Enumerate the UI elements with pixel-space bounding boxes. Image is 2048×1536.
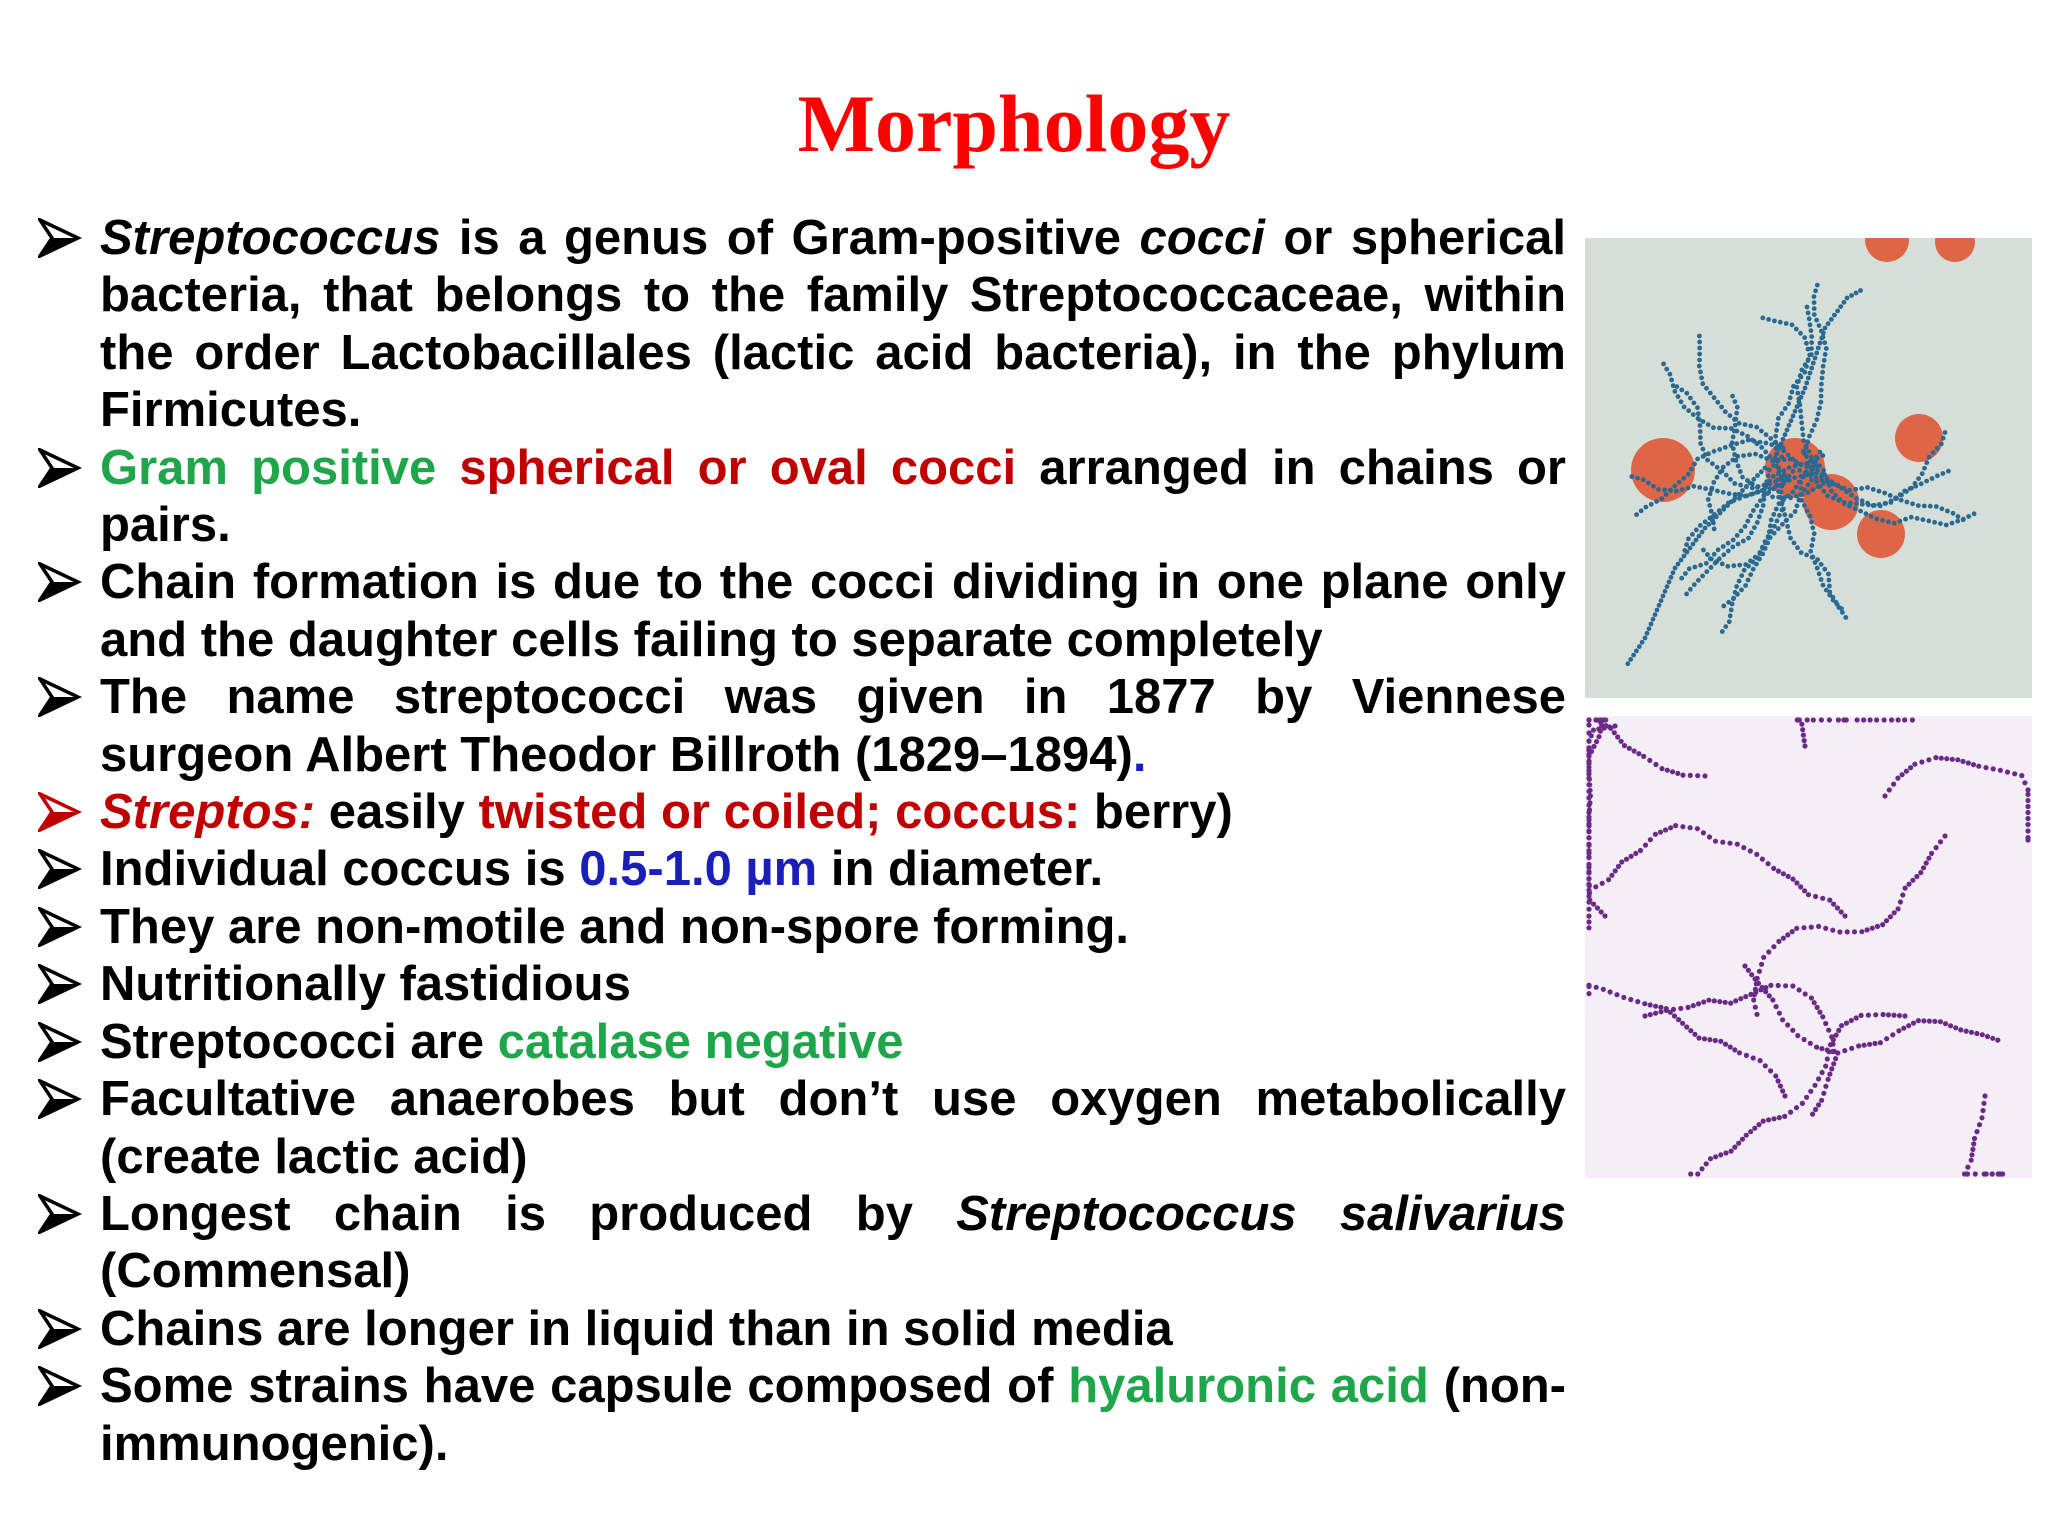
bullet-text: 0.5-1.0 µm <box>579 842 818 897</box>
bullet-text: hyaluronic acid <box>1068 1359 1429 1414</box>
bullet-text: berry) <box>1080 785 1233 840</box>
bullet-item <box>38 784 1566 841</box>
bullet-text: spherical or oval cocci <box>459 440 1017 495</box>
bullet-text: Chain formation is due to the cocci dividing in one plane only and the daughter cells failing to separate completely <box>100 555 1566 667</box>
bullet-text: Streptococcus <box>100 211 441 265</box>
micrograph-streptococci-with-red-cells <box>1585 238 2032 698</box>
bullet-item <box>38 956 1566 1013</box>
arrow-bullet-icon <box>38 677 82 717</box>
arrow-bullet-icon <box>38 448 82 488</box>
arrow-bullet-icon <box>38 562 82 602</box>
bullet-text: . <box>1132 727 1147 782</box>
bullet-text: Some strains have capsule composed of <box>100 1359 1069 1414</box>
bullet-item <box>38 899 1566 956</box>
bullet-text: twisted or coiled; coccus: <box>478 785 1081 840</box>
bullet-text: Longest chain is produced by <box>100 1186 957 1241</box>
bullet-item <box>38 554 1566 669</box>
arrow-bullet-icon <box>38 849 82 889</box>
bullet-text: Nutritionally fastidious <box>100 957 631 1012</box>
bullet-text: (Commensal) <box>100 1244 411 1299</box>
bullet-item <box>38 1071 1566 1186</box>
bullet-text: catalase negative <box>497 1014 904 1069</box>
bullet-item <box>38 210 1566 440</box>
arrow-bullet-icon <box>38 1366 82 1406</box>
bullet-item <box>38 1186 1566 1301</box>
bullet-text: Streptos: <box>100 785 316 840</box>
arrow-bullet-icon <box>38 792 82 832</box>
bullet-text: Individual coccus is <box>100 842 580 897</box>
red-blood-cell <box>1631 438 1695 502</box>
bullet-list <box>38 210 1566 1473</box>
bullet-text: arranged in chains or pairs. <box>100 440 1566 553</box>
bullet-text: Gram positive <box>100 440 437 495</box>
red-blood-cell <box>1895 414 1943 462</box>
arrow-bullet-icon <box>38 218 82 258</box>
bullet-text: Chains are longer in liquid than in solid media <box>100 1301 1173 1356</box>
red-blood-cell <box>1857 510 1905 558</box>
bullet-text: easily <box>315 785 479 840</box>
bullet-text: (non-immunogenic). <box>100 1359 1566 1471</box>
micrograph-streptococci-gram-stain <box>1585 716 2032 1178</box>
arrow-bullet-icon <box>38 907 82 947</box>
bullet-item <box>38 1301 1566 1358</box>
bullet-text: Streptococcus salivarius <box>956 1186 1566 1241</box>
bullet-text: They are non-motile and non-spore forming. <box>100 899 1130 954</box>
bullet-text: The name streptococci was given in 1877 by Viennese surgeon Albert Theodor Billroth (1829–1894) <box>100 670 1566 782</box>
slide-title: Morphology <box>797 78 1231 169</box>
bullet-text: in diameter. <box>817 842 1104 897</box>
arrow-bullet-icon <box>38 1079 82 1119</box>
bullet-text: cocci <box>1139 211 1265 265</box>
bullet-text: Streptococci are <box>100 1014 498 1069</box>
bullet-text <box>436 441 459 495</box>
arrow-bullet-icon <box>38 1022 82 1062</box>
bullet-item <box>38 669 1566 784</box>
arrow-bullet-icon <box>38 1194 82 1234</box>
micrograph-background <box>1585 716 2032 1178</box>
bullet-text: or spherical bacteria, that belongs to the family Streptococcaceae, within the order Lactobacillales (lactic acid bacteria), in the phylum Firmicutes. <box>100 211 1566 438</box>
bullet-item <box>38 1014 1566 1071</box>
bullet-text: is a genus of Gram-positive <box>440 211 1140 265</box>
bullet-item <box>38 841 1566 898</box>
bullet-item <box>38 440 1566 555</box>
arrow-bullet-icon <box>38 964 82 1004</box>
arrow-bullet-icon <box>38 1309 82 1349</box>
bullet-text: Facultative anaerobes but don’t use oxygen metabolically (create lactic acid) <box>100 1072 1566 1184</box>
bullet-item <box>38 1358 1566 1473</box>
